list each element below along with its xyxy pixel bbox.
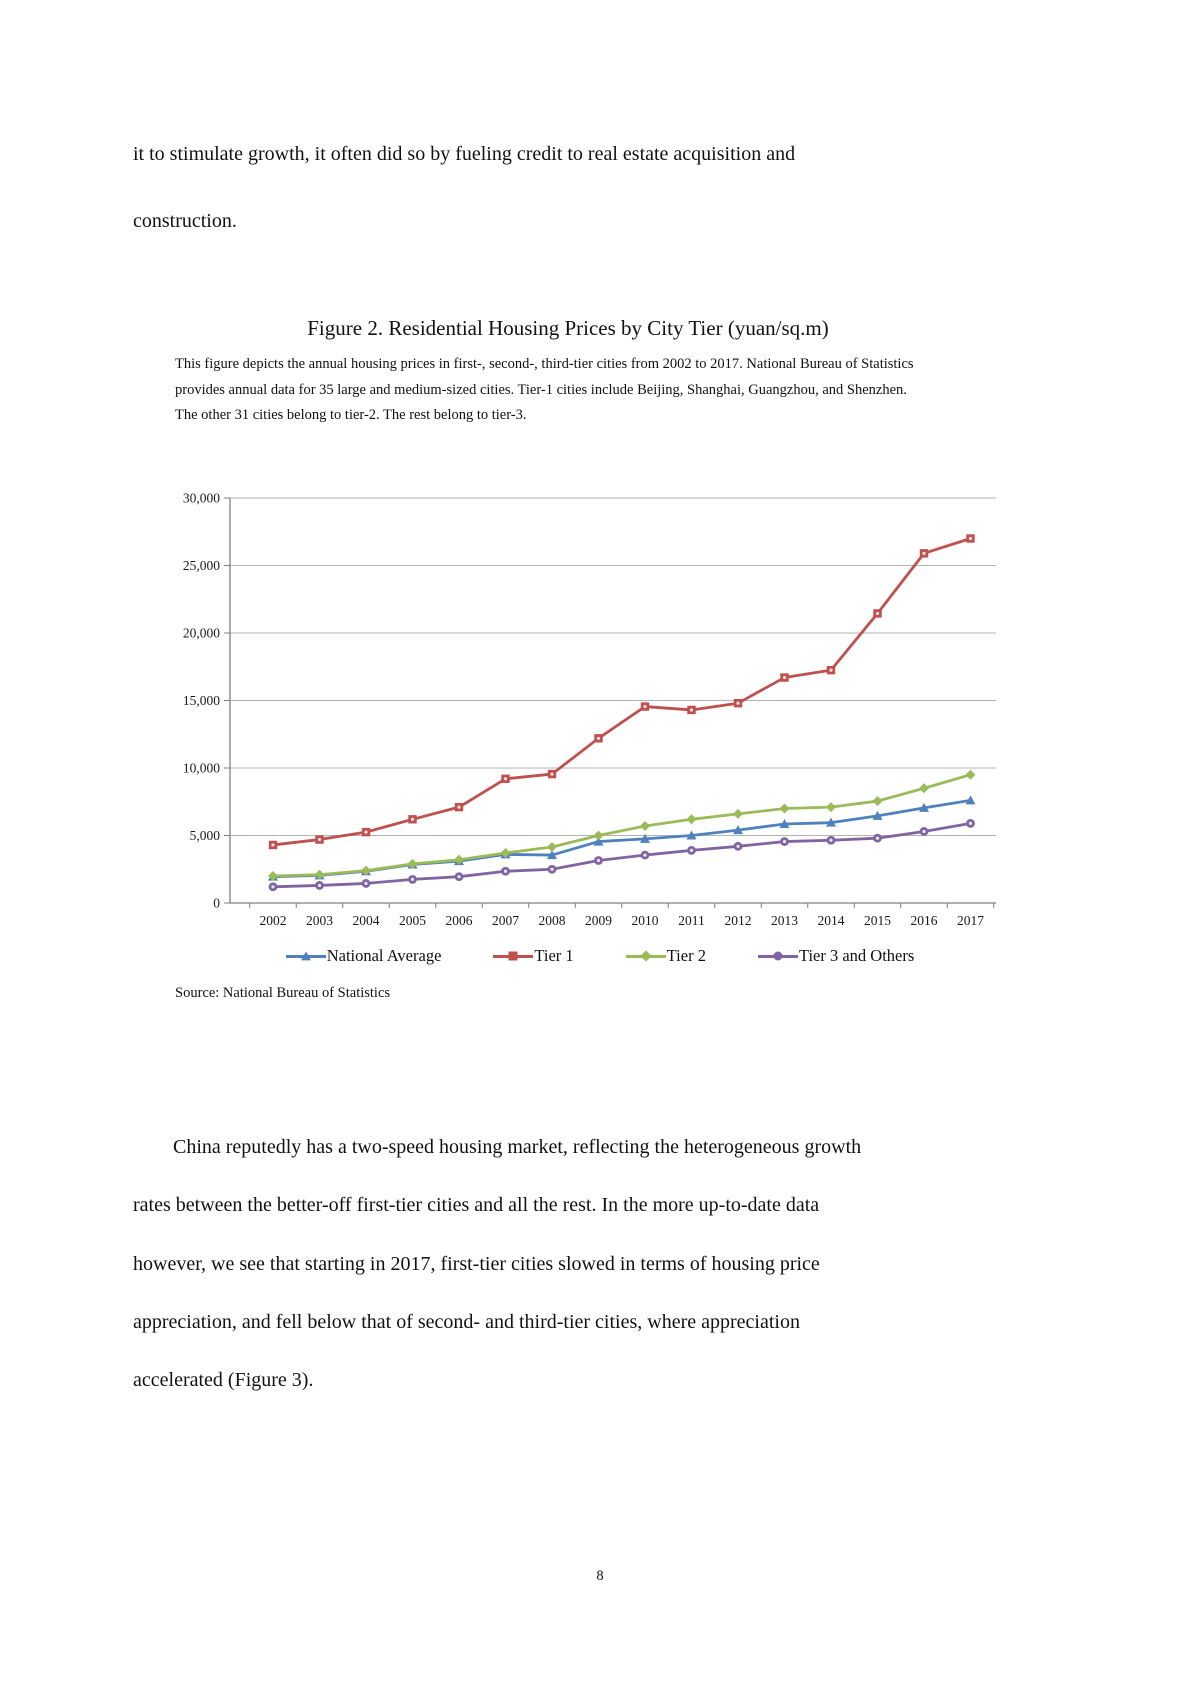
- legend-line-swatch: [758, 955, 798, 958]
- svg-text:30,000: 30,000: [182, 490, 220, 506]
- body-paragraph-line-1: China reputedly has a two-speed housing market, reflecting the heterogeneous growth: [173, 1136, 862, 1158]
- body-paragraph-line-2: rates between the better-off first-tier cities and all the rest. In the more up-to-date data: [133, 1194, 820, 1216]
- legend-line-swatch: [286, 955, 326, 958]
- line-chart-canvas: [160, 450, 1040, 1000]
- svg-text:2011: 2011: [678, 913, 705, 928]
- legend-item-tier-3: [758, 946, 914, 966]
- square-marker-icon: [509, 952, 518, 961]
- svg-text:15,000: 15,000: [182, 693, 220, 708]
- svg-text:2010: 2010: [631, 913, 659, 928]
- legend-label: Tier 2: [666, 946, 706, 965]
- svg-text:2005: 2005: [399, 913, 426, 928]
- svg-text:5,000: 5,000: [189, 828, 220, 843]
- legend-label: Tier 1: [534, 946, 574, 965]
- axes: [230, 498, 996, 908]
- svg-text:2004: 2004: [352, 913, 380, 928]
- figure-caption-line-1: This figure depicts the annual housing prices in first-, second-, third-tier cities from 2002 to 2017. National Bureau of Statistics: [175, 356, 914, 372]
- triangle-marker-icon: [301, 951, 311, 960]
- series-tier-2: [268, 770, 976, 881]
- legend-item-national-average: [286, 946, 442, 966]
- figure-source-note: Source: National Bureau of Statistics: [175, 985, 391, 1001]
- svg-text:10,000: 10,000: [182, 760, 220, 776]
- figure-title: Figure 2. Residential Housing Prices by City Tier (yuan/sq.m): [307, 316, 829, 340]
- svg-text:2006: 2006: [445, 913, 473, 928]
- intro-paragraph-line-2: construction.: [133, 210, 237, 232]
- svg-text:2009: 2009: [585, 913, 612, 928]
- figure-caption-line-3: The other 31 cities belong to tier-2. The rest belong to tier-3.: [175, 407, 527, 423]
- svg-text:2002: 2002: [259, 913, 287, 928]
- svg-text:2016: 2016: [910, 913, 938, 928]
- legend-line-swatch: [626, 955, 666, 958]
- body-paragraph-line-5: accelerated (Figure 3).: [133, 1369, 314, 1391]
- svg-text:2012: 2012: [724, 913, 752, 928]
- svg-text:2007: 2007: [492, 913, 519, 928]
- svg-text:2008: 2008: [538, 913, 566, 928]
- svg-text:20,000: 20,000: [182, 625, 220, 641]
- svg-text:2013: 2013: [771, 913, 798, 928]
- svg-text:0: 0: [213, 895, 220, 911]
- x-axis-labels: [260, 913, 985, 928]
- body-paragraph-line-3: however, we see that starting in 2017, first-tier cities slowed in terms of housing price: [133, 1253, 820, 1275]
- diamond-marker-icon: [640, 950, 651, 961]
- intro-paragraph-line-1: it to stimulate growth, it often did so by fueling credit to real estate acquisition and: [133, 143, 796, 165]
- legend-item-tier-2: [626, 946, 706, 966]
- legend-label: Tier 3 and Others: [798, 946, 915, 965]
- svg-text:2017: 2017: [957, 913, 984, 928]
- figure-caption-line-2: provides annual data for 35 large and medium-sized cities. Tier-1 cities include Beijing, Shanghai, Guangzhou, and Shenzhen.: [175, 381, 907, 398]
- legend-line-swatch: [493, 955, 533, 958]
- chart-legend: [200, 941, 1000, 971]
- svg-text:2003: 2003: [306, 913, 333, 928]
- svg-text:25,000: 25,000: [182, 558, 220, 573]
- legend-item-tier-1: [493, 946, 573, 966]
- figure-caption: [175, 352, 965, 429]
- svg-text:2014: 2014: [817, 913, 845, 928]
- page-number: 8: [596, 1568, 604, 1584]
- legend-label: National Average: [326, 946, 442, 965]
- circle-marker-icon: [773, 952, 782, 961]
- body-paragraph-line-4: appreciation, and fell below that of second- and third-tier cities, where appreciation: [133, 1311, 800, 1333]
- y-axis-labels: [183, 491, 220, 911]
- figure2-chart: [160, 450, 1040, 1000]
- svg-text:2015: 2015: [864, 913, 891, 928]
